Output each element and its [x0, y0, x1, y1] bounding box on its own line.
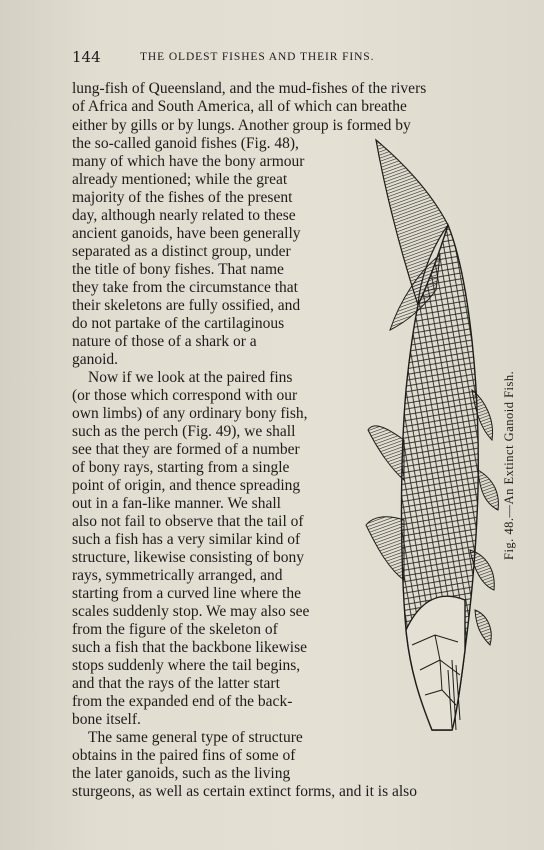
text-line: ancient ganoids, have been generally: [72, 225, 301, 242]
fish-head: [406, 596, 465, 730]
fin: [478, 470, 498, 510]
text-line: their skeletons are fully ossified, and: [72, 297, 301, 314]
ganoid-fish-illustration: [360, 130, 500, 735]
text-line: rays, symmetrically arranged, and: [72, 567, 283, 584]
text-line: point of origin, and thence spreading: [72, 477, 301, 494]
text-line: obtains in the paired fins of some of: [72, 747, 296, 764]
text-line: majority of the fishes of the present: [72, 189, 293, 206]
figure-caption: Fig. 48.—An Extinct Ganoid Fish.: [502, 370, 516, 560]
text-line: they take from the circumstance that: [72, 279, 298, 296]
text-line: structure, likewise consisting of bony: [72, 549, 305, 566]
text-line: sturgeons, as well as certain extinct forms, and it is also: [72, 783, 417, 800]
fin: [368, 426, 404, 480]
text-line: scales suddenly stop. We may also see: [72, 603, 310, 620]
text-line: such a fish has a very similar kind of: [72, 531, 301, 548]
text-line: of bony rays, starting from a single: [72, 459, 290, 476]
text-line: out in a fan-like manner. We shall: [72, 495, 281, 512]
text-line: such as the perch (Fig. 49), we shall: [72, 423, 296, 440]
text-line: separated as a distinct group, under: [72, 243, 291, 260]
text-line: of Africa and South America, all of which can breathe: [72, 98, 407, 115]
text-line: already mentioned; while the great: [72, 171, 288, 188]
text-line: do not partake of the cartilaginous: [72, 315, 285, 332]
text-line: from the expanded end of the back-: [72, 693, 293, 710]
text-line: such a fish that the backbone likewise: [72, 639, 308, 656]
text-line: day, although nearly related to these: [72, 207, 296, 224]
page-number: 144: [72, 48, 101, 66]
text-line: see that they are formed of a number: [72, 441, 300, 458]
fin: [366, 517, 404, 580]
page-header: [72, 48, 512, 70]
text-line: Now if we look at the paired fins: [88, 369, 293, 386]
text-line: many of which have the bony armour: [72, 153, 305, 170]
fin: [475, 610, 491, 645]
text-line: the title of bony fishes. That name: [72, 261, 284, 278]
text-line: the later ganoids, such as the living: [72, 765, 291, 782]
text-line: also not fail to observe that the tail of: [72, 513, 304, 530]
text-line: stops suddenly where the tail begins,: [72, 657, 301, 674]
text-line: nature of those of a shark or a: [72, 333, 257, 350]
text-line: ganoid.: [72, 351, 119, 368]
text-line: from the figure of the skeleton of: [72, 621, 278, 638]
running-title: THE OLDEST FISHES AND THEIR FINS.: [140, 51, 375, 63]
text-line: the so-called ganoid fishes (Fig. 48),: [72, 135, 299, 152]
text-line: bone itself.: [72, 711, 141, 728]
text-line: starting from a curved line where the: [72, 585, 301, 602]
text-line: The same general type of structure: [88, 729, 303, 746]
text-line: either by gills or by lungs. Another group is formed by: [72, 117, 411, 134]
text-line: own limbs) of any ordinary bony fish,: [72, 405, 308, 422]
text-line: and that the rays of the latter start: [72, 675, 280, 692]
text-line: lung-fish of Queensland, and the mud-fishes of the rivers: [72, 80, 427, 97]
text-line: (or those which correspond with our: [72, 387, 298, 404]
